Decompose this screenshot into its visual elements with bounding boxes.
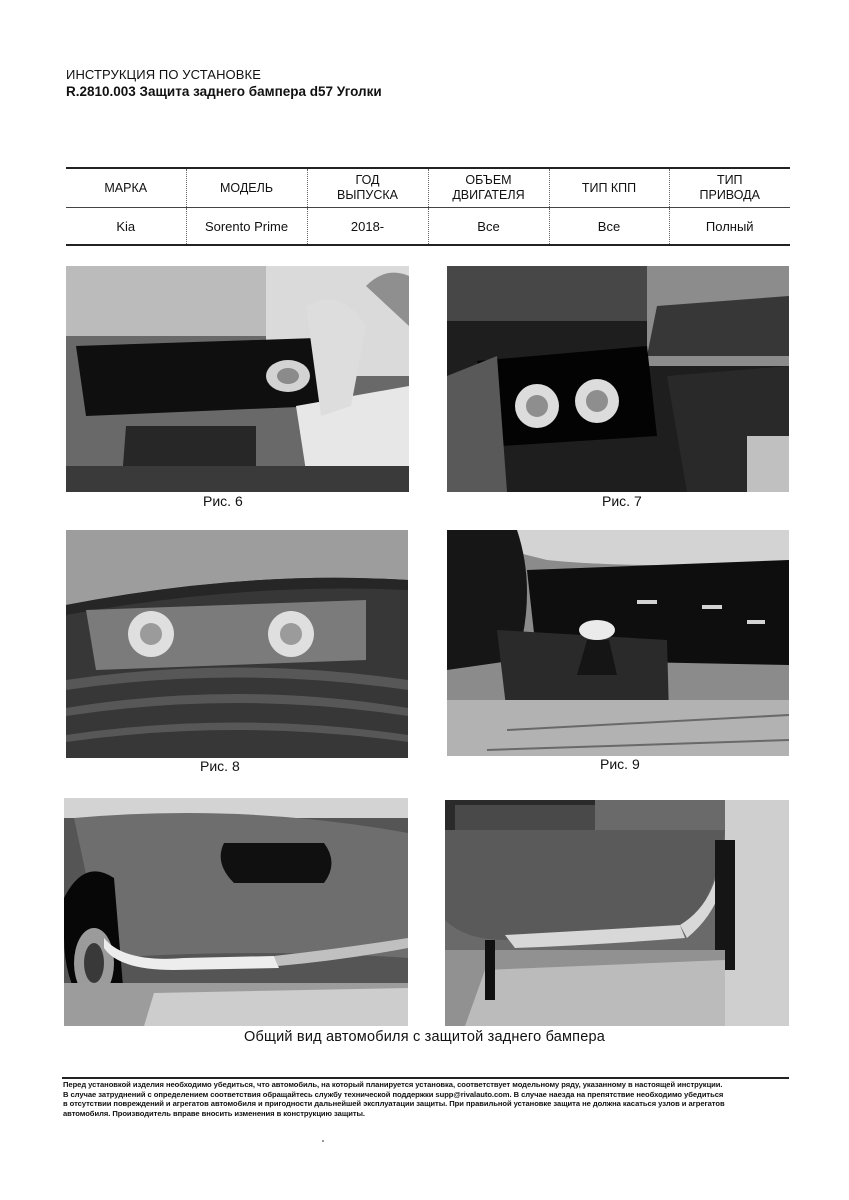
rear-bumper-overview-photo-right (445, 800, 789, 1026)
cell-make: Kia (116, 218, 136, 234)
overview-caption: Общий вид автомобиля с защитой заднего бампера (243, 1029, 606, 1045)
vehicle-spec-table (66, 167, 790, 246)
figure-6-photo (66, 266, 409, 492)
footer-disclaimer (63, 1080, 790, 1118)
figure-7-photo (447, 266, 789, 492)
cell-year: 2018- (307, 208, 428, 246)
figure-8-photo (66, 530, 408, 758)
figure-9-caption: Рис. 9 (600, 756, 640, 772)
footer-line-3: в отсутствии повреждений и агрегатов автомобиля и пригодности дальнейшей эксплуатации защиты. При правильной установке защита не должна касаться узлов и агрегатов (63, 1099, 725, 1109)
scan-artifact (322, 1140, 324, 1142)
cell-engine: Все (428, 208, 549, 246)
column-header-engine: ОБЪЕМ ДВИГАТЕЛЯ (428, 168, 549, 208)
column-header-model: МОДЕЛЬ (186, 168, 307, 208)
footer-line-2: В случае затруднений с определением соответствия обращайтесь службу технической поддержки supp@rivalauto.com. В случае наезда на препятствие необходимо убедиться (63, 1089, 724, 1099)
table-row (66, 208, 790, 246)
footer-line-4: автомобиля. Производитель вправе вносить изменения в конструкцию защиты. (63, 1108, 365, 1118)
figure-7-caption: Рис. 7 (602, 493, 642, 509)
footer-divider (62, 1077, 789, 1079)
figure-6-caption: Рис. 6 (203, 493, 243, 509)
cell-drive: Полный (669, 208, 790, 246)
column-header-year: ГОД ВЫПУСКА (307, 168, 428, 208)
document-type-title: ИНСТРУКЦИЯ ПО УСТАНОВКЕ (66, 67, 261, 82)
footer-line-1: Перед установкой изделия необходимо убедиться, что автомобиль, на который планируется установка, соответствует модельному ряду, указанному в настоящей инструкции. (63, 1080, 723, 1089)
product-title: R.2810.003 Защита заднего бампера d57 Уголки (66, 84, 382, 99)
cell-model: Sorento Prime (186, 208, 307, 246)
column-header-make: МАРКА (66, 168, 186, 208)
column-header-gearbox: ТИП КПП (549, 168, 669, 208)
table-header-row (66, 168, 790, 208)
rear-bumper-overview-photo-left (64, 798, 408, 1026)
column-header-drive: ТИП ПРИВОДА (669, 168, 790, 208)
cell-gearbox: Все (549, 208, 669, 246)
figure-8-caption: Рис. 8 (200, 758, 240, 774)
document-header (66, 66, 786, 101)
figure-9-photo (447, 530, 789, 756)
